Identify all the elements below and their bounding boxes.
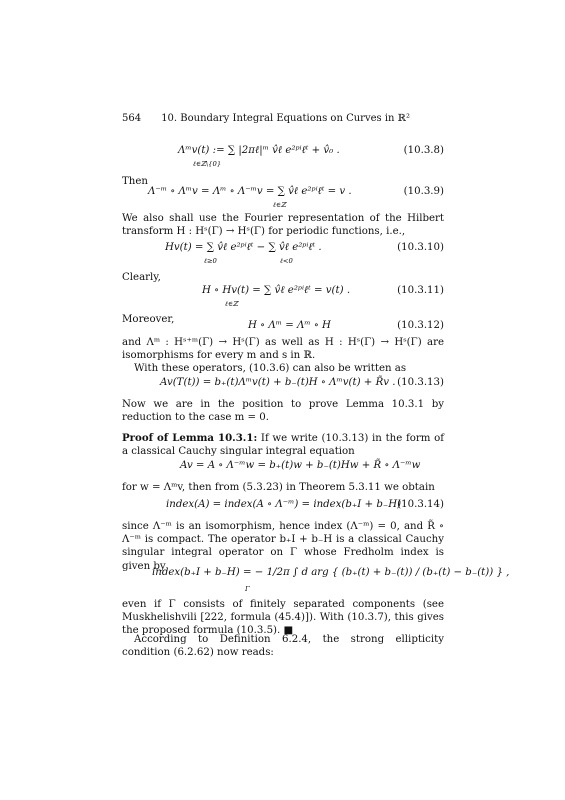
- paragraph-then: Then: [122, 176, 148, 187]
- summation-index: ℓ<0: [280, 257, 293, 265]
- page-header: [122, 113, 410, 124]
- paragraph-for-w: for w = Λᵐv, then from (5.3.23) in Theorem 5.3.11 we obtain: [122, 482, 435, 493]
- paragraph-isomorphisms: and Λᵐ : Hˢ⁺ᵐ(Γ) → Hˢ(Γ) as well as H : Hˢ(Γ) → Hˢ(Γ) are isomorphisms for every m and s in ℝ.: [122, 337, 444, 362]
- equation-index-formula: [122, 567, 510, 585]
- paragraph-since: since Λ⁻ᵐ is an isomorphism, hence index (Λ⁻ᵐ) = 0, and R̃ ∘ Λ⁻ᵐ is compact. The operator b₊I + b₋H is a classical Cauchy singular integral operator on Γ whose Fredholm index is given by: [122, 521, 444, 572]
- equation-number: (10.3.10): [397, 242, 444, 253]
- equation-10-3-11: [122, 285, 444, 303]
- summation-index: ℓ∈ℤ\{0}: [193, 160, 222, 168]
- integral-domain: Γ: [245, 585, 250, 593]
- paragraph-now: Now we are in the position to prove Lemma 10.3.1 by reduction to the case m = 0.: [122, 399, 444, 424]
- equation-expression: H ∘ Λᵐ = Λᵐ ∘ H: [248, 320, 331, 331]
- equation-cauchy: [122, 460, 444, 478]
- equation-expression: Λ⁻ᵐ ∘ Λᵐv = Λᵐ ∘ Λ⁻ᵐv = ∑ v̂ℓ e²ᵖⁱℓᵗ = v .: [148, 186, 352, 197]
- equation-10-3-8: [122, 145, 444, 163]
- paragraph-proof: [122, 432, 444, 458]
- paragraph-according: According to Definition 6.2.4, the strong ellipticity condition (6.2.62) now reads:: [122, 634, 444, 659]
- equation-expression: H ∘ Hv(t) = ∑ v̂ℓ e²ᵖⁱℓᵗ = v(t) .: [202, 285, 351, 296]
- proof-text: If we write (10.3.13) in the form of a classical Cauchy singular integral equation: [122, 433, 444, 458]
- summation-index: ℓ∈ℤ: [225, 300, 238, 308]
- equation-number: (10.3.12): [397, 320, 444, 331]
- page-number: 564: [122, 113, 142, 124]
- equation-expression: Av(T(t)) = b₊(t)Λᵐv(t) + b₋(t)H ∘ Λᵐv(t) + R̃v .: [160, 377, 396, 388]
- equation-number: (10.3.11): [397, 285, 444, 296]
- equation-number: (10.3.8): [403, 145, 444, 156]
- equation-number: (10.3.14): [397, 499, 444, 510]
- equation-10-3-13: [122, 377, 444, 395]
- equation-expression: index(A) = index(A ∘ Λ⁻ᵐ) = index(b₊I + b₋H): [166, 499, 402, 510]
- equation-expression: Hv(t) = ∑ v̂ℓ e²ᵖⁱℓᵗ − ∑ v̂ℓ e²ᵖⁱℓᵗ .: [165, 242, 322, 253]
- equation-10-3-14: [122, 499, 444, 517]
- running-title: 10. Boundary Integral Equations on Curves in ℝ²: [161, 113, 410, 124]
- proof-label: Proof of Lemma 10.3.1:: [122, 432, 258, 444]
- paragraph-even-if: even if Γ consists of finitely separated components (see Muskhelishvili [222, formula (45.4)]). With (10.3.7), this gives the proposed formula (10.3.5). ■: [122, 599, 444, 637]
- paragraph-clearly: Clearly,: [122, 272, 161, 283]
- equation-number: (10.3.9): [403, 186, 444, 197]
- equation-number: (10.3.13): [397, 377, 444, 388]
- equation-expression: Λᵐv(t) := ∑ |2πℓ|ᵐ v̂ℓ e²ᵖⁱℓᵗ + v̂₀ .: [178, 145, 340, 156]
- paragraph-with-operators: With these operators, (10.3.6) can also be written as: [134, 363, 407, 374]
- summation-index: ℓ∈ℤ: [273, 201, 286, 209]
- summation-index: ℓ≥0: [204, 257, 217, 265]
- equation-expression: Av = A ∘ Λ⁻ᵐw = b₊(t)w + b₋(t)Hw + R̃ ∘ Λ⁻ᵐw: [180, 460, 421, 471]
- paragraph-moreover: Moreover,: [122, 314, 175, 325]
- equation-expression: index(b₊I + b₋H) = − 1/2π ∫ d arg { (b₊(t) + b₋(t)) / (b₊(t) − b₋(t)) } ,: [152, 567, 510, 578]
- paragraph-hilbert-intro: We also shall use the Fourier representation of the Hilbert transform H : Hˢ(Γ) → Hˢ(Γ) for periodic functions, i.e.,: [122, 213, 444, 238]
